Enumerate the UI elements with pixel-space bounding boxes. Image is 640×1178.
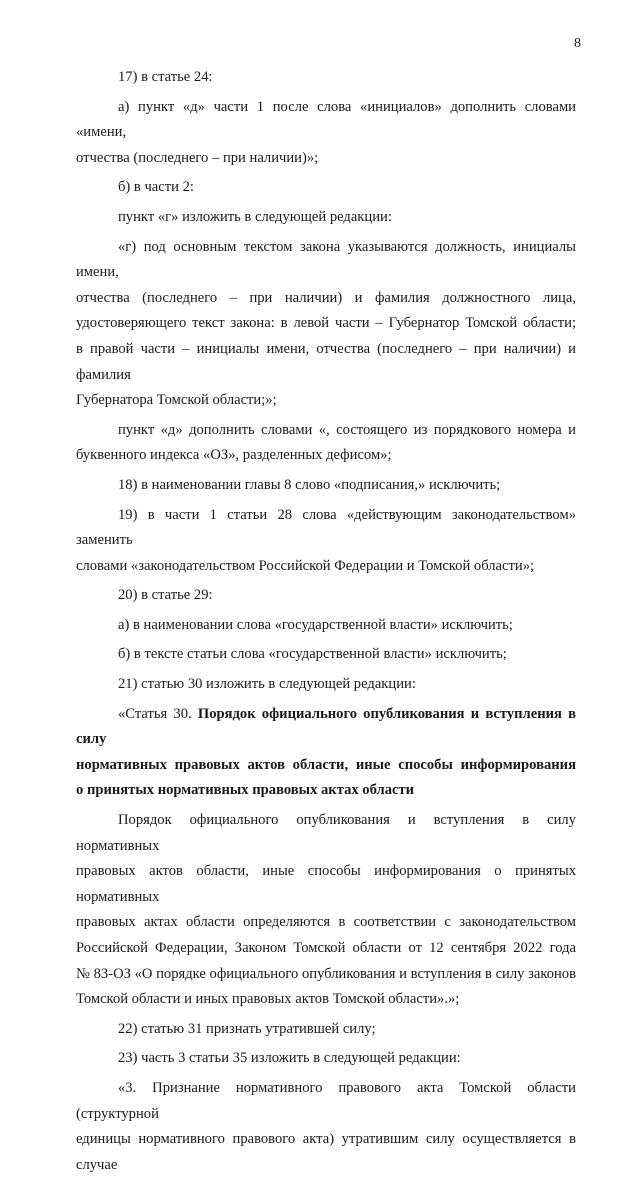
paragraph-line: отчества (последнего – при наличии)»; [76, 149, 319, 166]
paragraph-line: б) в тексте статьи слова «государственной власти» исключить; [118, 646, 507, 663]
paragraph-line: Российской Федерации, Законом Томской области от 12 сентября 2022 года [76, 940, 576, 956]
article-heading-prefix: «Статья 30. [118, 705, 198, 722]
paragraph-line: удостоверяющего текст закона: в левой части – Губернатор Томской области; [76, 315, 576, 332]
paragraph-line: единицы нормативного правового акта) утратившим силу осуществляется в случае [76, 1131, 576, 1173]
paragraph-line: Губернатора Томской области;»; [76, 392, 277, 409]
article-heading-line [76, 702, 576, 753]
paragraph-line: Томской области и иных правовых актов Томской области».»; [76, 991, 460, 1008]
paragraph-line: № 83-ОЗ «О порядке официального опубликования и вступления в силу законов [76, 965, 576, 982]
paragraph-line: 22) статью 31 признать утратившей силу; [118, 1020, 376, 1037]
paragraph-line: в правой части – инициалы имени, отчества (последнего – при наличии) и фамилия [76, 340, 576, 383]
paragraph-line: пункт «д» дополнить словами «, состоящего из порядкового номера и [118, 421, 576, 438]
paragraph-line: 19) в части 1 статьи 28 слова «действующим законодательством» заменить [76, 506, 576, 549]
paragraph-line: правовых актах области определяются в соответствии с законодательством [76, 914, 576, 931]
paragraph-line: «г) под основным текстом закона указываются должность, инициалы имени, [76, 238, 576, 281]
paragraph-line: а) пункт «д» части 1 после слова «инициалов» дополнить словами «имени, [76, 98, 576, 141]
paragraph-line: 18) в наименовании главы 8 слово «подписания,» исключить; [118, 476, 501, 493]
paragraph-line: 20) в статье 29: [118, 587, 213, 604]
paragraph-line: б) в части 2: [118, 179, 194, 196]
paragraph-line: правовых актов области, иные способы информирования о принятых нормативных [76, 863, 576, 905]
document-body [76, 65, 576, 1178]
article-heading-line: о принятых нормативных правовых актах области [76, 782, 415, 799]
paragraph-line: буквенного индекса «ОЗ», разделенных дефисом»; [76, 447, 392, 464]
paragraph-line: пункт «г» изложить в следующей редакции: [118, 208, 392, 225]
paragraph-line: отчества (последнего – при наличии) и фамилия должностного лица, [76, 289, 576, 306]
paragraph-line: 17) в статье 24: [118, 69, 213, 85]
paragraph-line: «3. Признание нормативного правового акта Томской области (структурной [76, 1079, 576, 1122]
page-number: 8 [574, 36, 581, 51]
paragraph-line: 23) часть 3 статьи 35 изложить в следующей редакции: [118, 1050, 461, 1067]
paragraph-line: словами «законодательством Российской Федерации и Томской области»; [76, 557, 535, 574]
article-heading-line: нормативных правовых актов области, иные способы информирования [76, 756, 576, 773]
paragraph-line: Порядок официального опубликования и вступления в силу нормативных [76, 812, 576, 854]
paragraph-line: 21) статью 30 изложить в следующей редакции: [118, 676, 416, 693]
paragraph-line: а) в наименовании слова «государственной власти» исключить; [118, 616, 513, 633]
article-heading-title: Порядок официального опубликования и вступления в силу [76, 705, 576, 748]
